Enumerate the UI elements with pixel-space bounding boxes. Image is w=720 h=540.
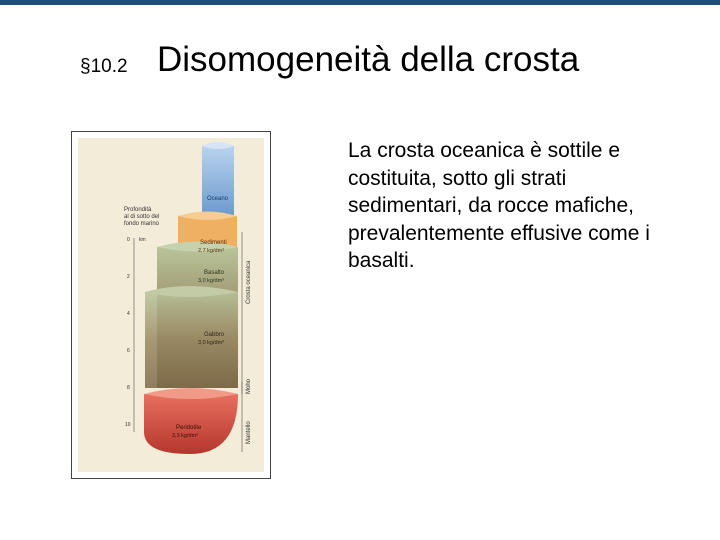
section-number: §10.2 (80, 56, 128, 77)
label-peridotite-density: 3,3 kg/dm³ (172, 433, 198, 439)
crust-figure (71, 131, 271, 479)
label-ocean: Oceano (207, 196, 229, 202)
tick-0: 0 (127, 237, 130, 243)
label-sediments: Sedimenti (200, 240, 227, 246)
label-sediments-density: 2,7 kg/dm³ (198, 248, 224, 254)
top-bar (0, 0, 720, 5)
label-peridotite: Peridotite (176, 425, 202, 431)
label-basalt: Basalto (204, 270, 225, 276)
tick-6: 6 (127, 348, 130, 354)
crust-diagram (72, 132, 272, 480)
tick-10: 10 (125, 422, 131, 428)
tick-8: 8 (127, 385, 130, 391)
depth-axis-title-2: al di sotto del (124, 214, 160, 220)
peridotite-layer (144, 394, 238, 454)
depth-axis-title-1: Profondità (124, 207, 152, 213)
slide-title: Disomogeneità della crosta (157, 40, 580, 79)
label-mantle: Mantello (246, 421, 252, 444)
label-gabbro-density: 3,0 kg/dm³ (198, 340, 224, 346)
depth-unit: km (139, 237, 146, 243)
body-paragraph: La crosta oceanica è sottile e costituita, sotto gli strati sedimentari, da rocce mafiche, prevalentemente effusive come i basalti. (348, 139, 650, 272)
label-gabbro: Gabbro (204, 332, 225, 338)
depth-axis-title-3: fondo marino (124, 221, 160, 227)
label-crust: Crosta oceanica (246, 260, 252, 304)
tick-4: 4 (127, 311, 130, 317)
page-number: 4 (693, 522, 699, 533)
tick-2: 2 (127, 274, 130, 280)
label-moho: Moho (246, 378, 252, 394)
label-basalt-density: 3,0 kg/dm³ (198, 278, 224, 284)
